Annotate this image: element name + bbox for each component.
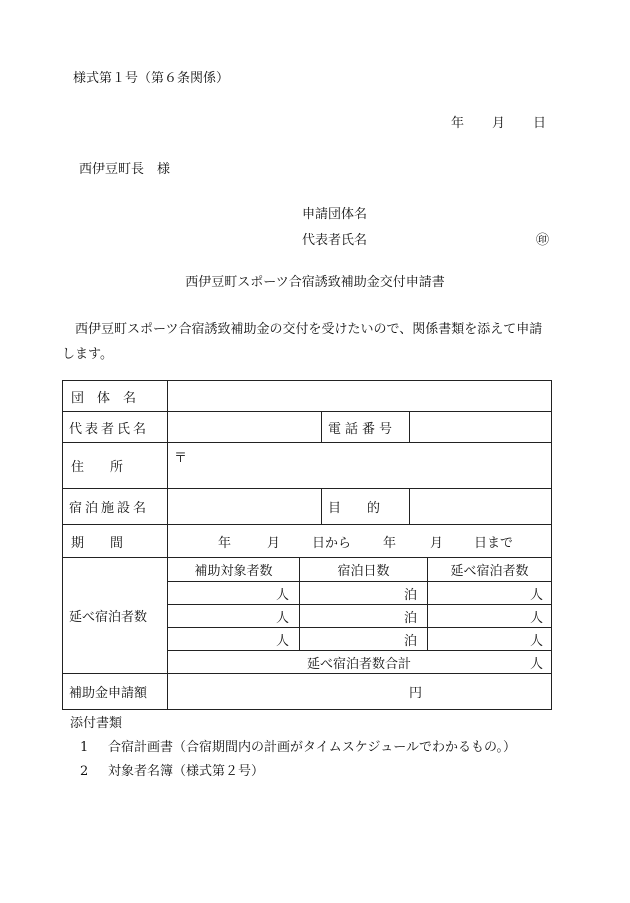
applicant-org-label: 申請団体名 <box>302 207 368 222</box>
date-month: 月 <box>492 116 506 131</box>
date-day: 日 <box>533 116 547 131</box>
addressee: 西伊豆町長 様 <box>79 162 171 177</box>
facility-field[interactable] <box>168 489 321 524</box>
subjects-cell-3[interactable]: 人 <box>275 633 289 649</box>
total-cell-1[interactable]: 人 <box>529 587 543 603</box>
col-total-header: 延べ宿泊者数 <box>450 564 529 579</box>
total-cell-3[interactable]: 人 <box>529 633 543 649</box>
period-day-from: 日から <box>312 535 352 551</box>
attachment-number-1: 1 <box>80 740 89 755</box>
nights-cell-2[interactable]: 泊 <box>403 610 417 626</box>
nights-cell-1[interactable]: 泊 <box>403 587 417 603</box>
document-title: 西伊豆町スポーツ合宿誘致補助金交付申請書 <box>185 275 445 290</box>
period-year-2: 年 <box>383 535 397 551</box>
attachment-item-1 <box>80 736 516 755</box>
grant-amount-label: 補助金申請額 <box>69 686 148 701</box>
period-field[interactable] <box>168 525 551 557</box>
period-year-1: 年 <box>218 535 232 551</box>
application-date <box>451 112 546 131</box>
rep-name-label: 代表者氏名 <box>69 421 150 437</box>
total-nights-label: 延べ宿泊者数 <box>69 610 148 625</box>
total-sum-label: 延べ宿泊者数合計 <box>307 656 412 672</box>
subjects-cell-2[interactable]: 人 <box>275 610 289 626</box>
period-label: 期 間 <box>71 535 124 551</box>
attachment-text-2: 対象者名簿（様式第２号） <box>108 764 265 779</box>
application-table <box>62 380 552 710</box>
col-nights-header: 宿泊日数 <box>337 564 390 579</box>
rep-name-field[interactable] <box>168 412 321 442</box>
seal-mark: ㊞ <box>536 233 550 248</box>
grant-amount-field[interactable] <box>168 674 551 709</box>
form-code: 様式第１号（第６条関係） <box>73 71 230 86</box>
phone-field[interactable] <box>410 412 551 442</box>
attachments-heading: 添付書類 <box>70 716 123 731</box>
representative-label: 代表者氏名 <box>302 233 368 248</box>
group-name-field[interactable] <box>168 381 551 411</box>
total-sum-unit: 人 <box>529 656 543 672</box>
period-month-2: 月 <box>430 535 444 551</box>
group-name-label: 団 体 名 <box>71 390 137 406</box>
postal-mark: 〒 <box>174 451 188 466</box>
col-subjects-header: 補助対象者数 <box>194 564 273 579</box>
period-day-to: 日まで <box>474 535 514 551</box>
attachment-number-2: 2 <box>80 764 89 779</box>
application-statement: 西伊豆町スポーツ合宿誘致補助金の交付を受けたいので、関係書類を添えて申請します。 <box>62 322 543 362</box>
total-sum-row[interactable] <box>168 651 551 673</box>
purpose-label: 目 的 <box>328 501 381 516</box>
period-month-1: 月 <box>267 535 281 551</box>
facility-label: 宿泊施設名 <box>69 501 150 516</box>
subjects-cell-1[interactable]: 人 <box>275 587 289 603</box>
purpose-field[interactable] <box>410 489 551 524</box>
date-year: 年 <box>451 116 465 131</box>
attachment-text-1: 合宿計画書（合宿期間内の計画がタイムスケジュールでわかるもの。） <box>108 740 516 755</box>
nights-cell-3[interactable]: 泊 <box>403 633 417 649</box>
phone-label: 電話番号 <box>328 421 397 437</box>
address-field[interactable] <box>168 443 551 488</box>
yen-unit: 円 <box>409 686 423 701</box>
attachment-item-2 <box>80 760 264 779</box>
total-cell-2[interactable]: 人 <box>529 610 543 626</box>
address-label: 住 所 <box>71 460 124 475</box>
